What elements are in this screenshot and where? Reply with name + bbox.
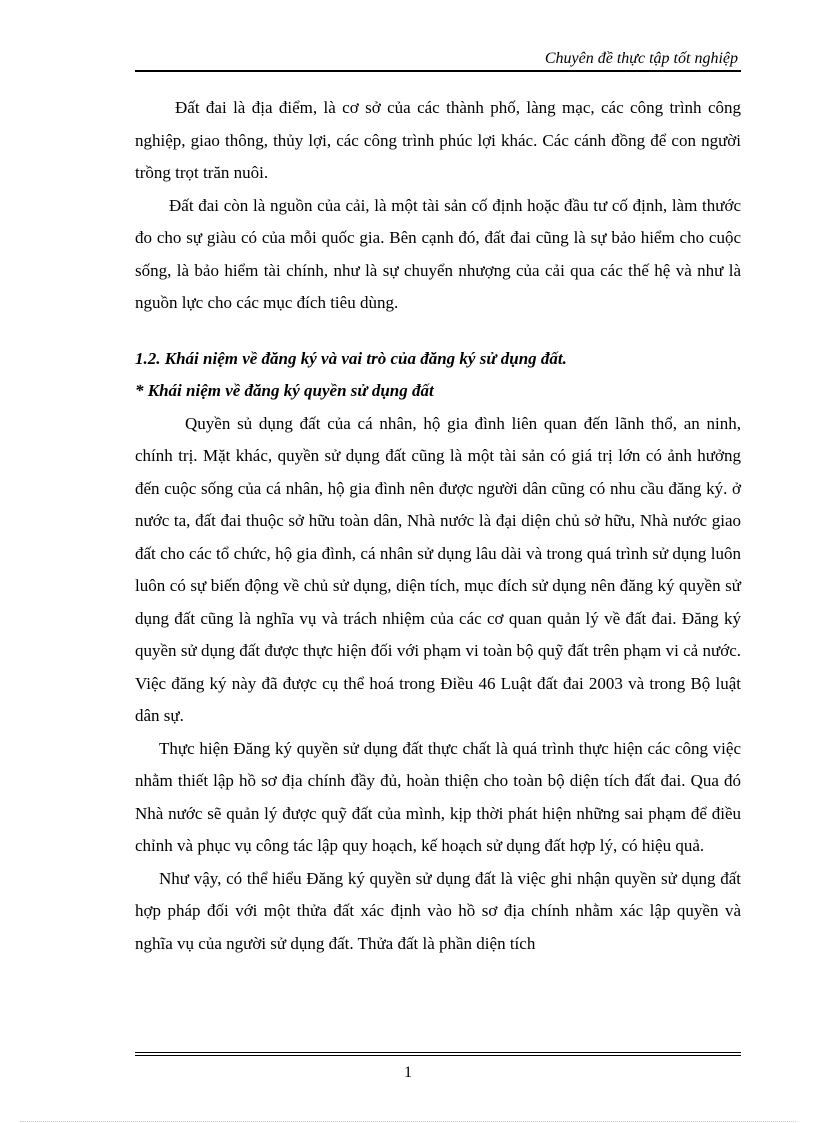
- document-body: [135, 92, 741, 960]
- body-paragraph-3: Quyền sủ dụng đất của cá nhân, hộ gia đình liên quan đến lãnh thổ, an ninh, chính trị. Mặt khác, quyền sử dụng đất cũng là một tài sản có giá trị lớn có ảnh hưởng đến cuộc sống của cá nhân, hộ gia đình nên được người dân cũng có nhu cầu đăng ký. ở nước ta, đất đai thuộc sở hữu toàn dân, Nhà nước là đại diện chủ sở hữu, Nhà nước giao đất cho các tổ chức, hộ gia đình, cá nhân sử dụng lâu dài và trong quá trình sử dụng luôn luôn có sự biến động về chủ sử dụng, diện tích, mục đích sử dụng nên đăng ký quyền sử dụng đất cũng là nghĩa vụ và trách nhiệm của các cơ quan quản lý về đất đai. Đăng ký quyền sử dụng đất được thực hiện đối với phạm vi toàn bộ quỹ đất trên phạm vi cả nước. Việc đăng ký này đã được cụ thể hoá trong Điều 46 Luật đất đai 2003 và trong Bộ luật dân sự.: [135, 413, 741, 725]
- body-paragraph-4: Thực hiện Đăng ký quyền sử dụng đất thực chất là quá trình thực hiện các công việc nhằm thiết lập hồ sơ địa chính đầy đủ, hoàn thiện cho toàn bộ diện tích đất đai. Qua đó Nhà nước sẽ quản lý được quỹ đất của mình, kịp thời phát hiện những sai phạm để điều chỉnh và phục vụ công tác lập quy hoạch, kế hoạch sử dụng đất hợp lý, có hiệu quả.: [135, 738, 741, 855]
- footer-divider-top: [135, 1052, 741, 1053]
- section-heading: 1.2. Khái niệm về đăng ký và vai trò của đăng ký sử dụng đất.: [135, 348, 567, 368]
- footer-divider-bottom: [135, 1055, 741, 1056]
- subsection-heading: * Khái niệm về đăng ký quyền sử dụng đất: [135, 381, 434, 400]
- header-title: Chuyên đề thực tập tốt nghiệp: [544, 50, 738, 67]
- page-number: 1: [404, 1064, 412, 1081]
- paragraph-spacer: [135, 320, 741, 343]
- header-divider: [135, 70, 741, 72]
- page-bottom-dotted-line: [20, 1121, 796, 1122]
- body-paragraph-2: Đất đai còn là nguồn của cải, là một tài sản cố định hoặc đầu tư cố định, làm thước đo cho sự giàu có của mỗi quốc gia. Bên cạnh đó, đất đai cũng là sự bảo hiểm cho cuộc sống, là bảo hiểm tài chính, như là sự chuyển nhượng của cải qua các thế hệ và như là nguồn lực cho các mục đích tiêu dùng.: [135, 195, 741, 312]
- body-paragraph-5: Như vậy, có thể hiểu Đăng ký quyền sử dụng đất là việc ghi nhận quyền sử dụng đất hợp pháp đối với một thửa đất xác định vào hồ sơ địa chính nhằm xác lập quyền và nghĩa vụ của người sử dụng đất. Thửa đất là phần diện tích: [135, 868, 741, 953]
- body-paragraph-1: Đất đai là địa điểm, là cơ sở của các thành phố, làng mạc, các công trình công nghiệp, giao thông, thủy lợi, các công trình phúc lợi khác. Các cánh đồng để con người trồng trọt trăn nuôi.: [135, 98, 741, 182]
